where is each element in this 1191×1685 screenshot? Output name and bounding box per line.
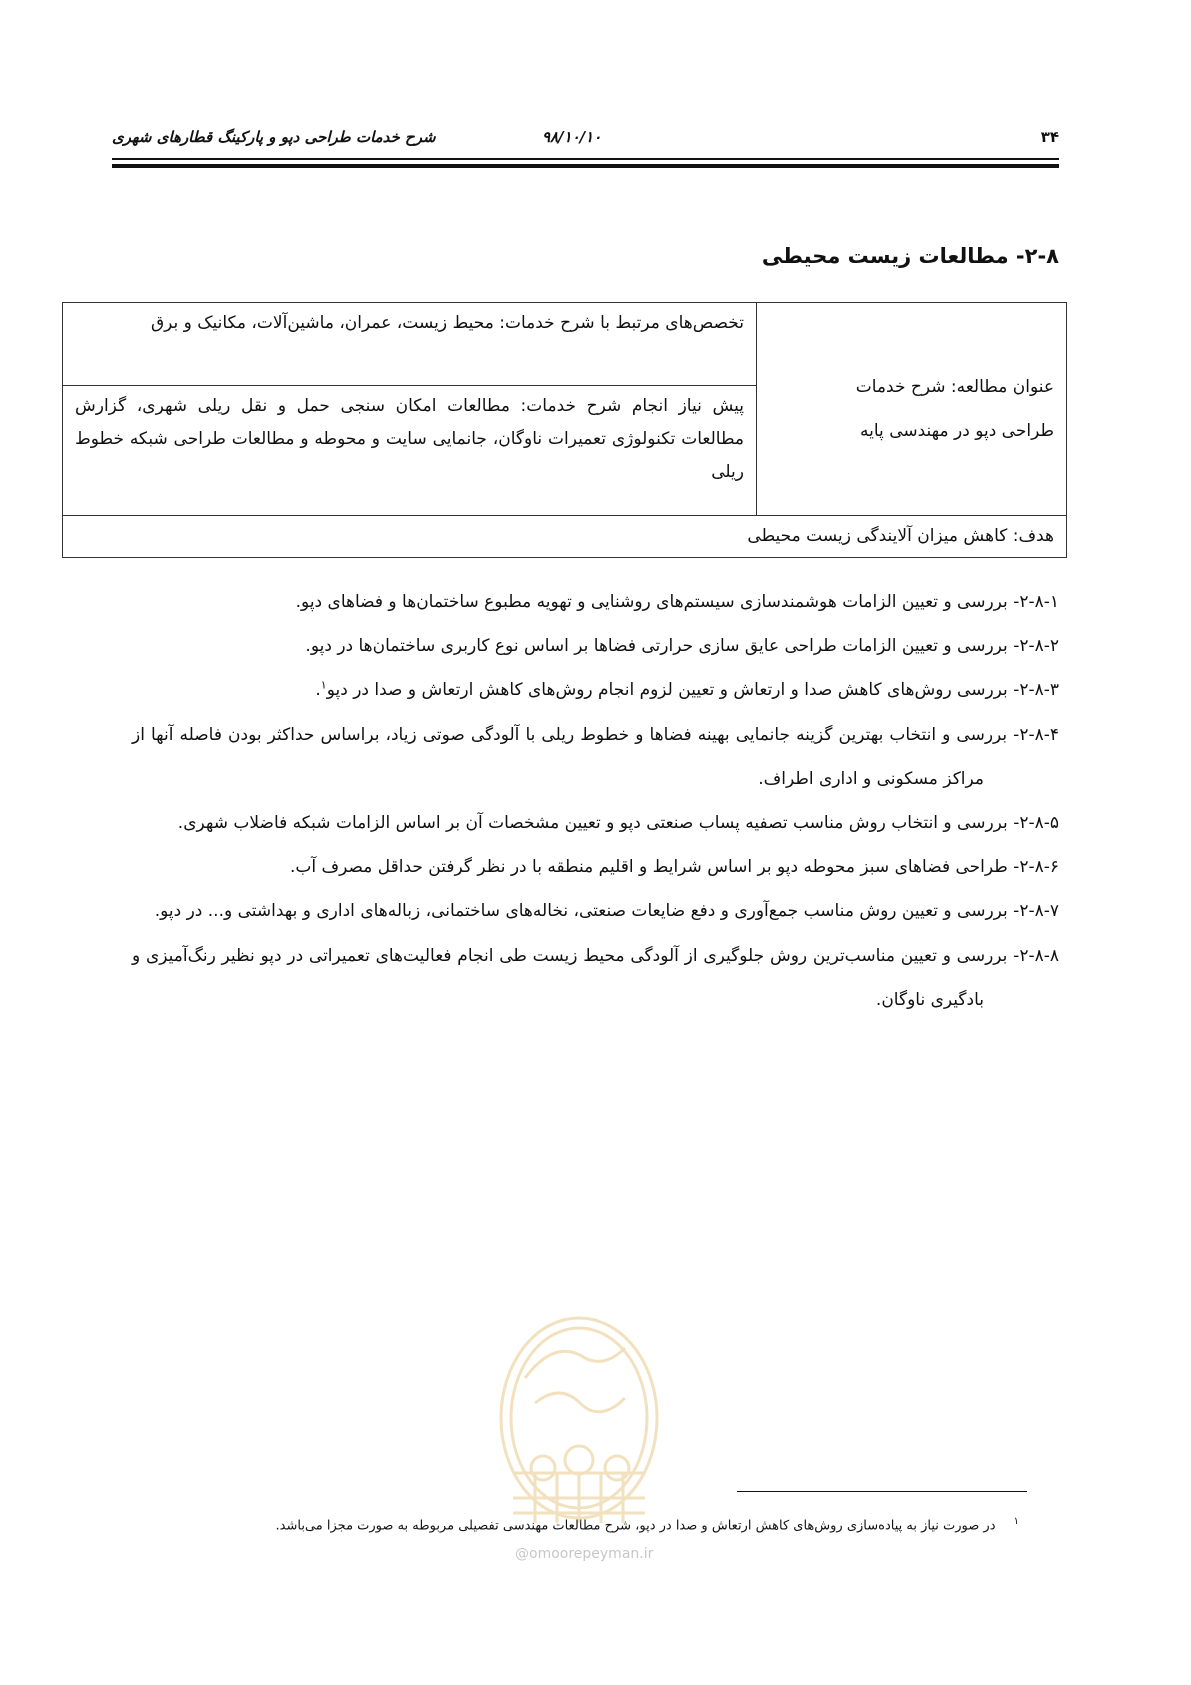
- prerequisites-cell: پیش نیاز انجام شرح خدمات: مطالعات امکان سنجی حمل و نقل ریلی شهری، گزارش مطالعات تکنولوژی تعمیرات ناوگان، جانمایی سایت و محوطه و مطالعات طراحی شبکه خطوط ریلی: [63, 386, 757, 516]
- header-date: ۹۸/۱۰/۱۰: [542, 128, 602, 146]
- list-item: ۲-۸-۷- بررسی و تعیین روش مناسب جمع‌آوری و دفع ضایعات صنعتی، نخاله‌های ساختمانی، زباله‌های اداری و بهداشتی و... در دپو.: [154, 901, 1059, 922]
- page-number: ۳۴: [1040, 128, 1059, 146]
- study-info-table: [62, 302, 1067, 558]
- page-header: [112, 128, 1059, 154]
- footnote-separator: [737, 1491, 1027, 1492]
- list-item: ۲-۸-۴- بررسی و انتخاب بهترین گزینه جانمایی بهینه فضاها و خطوط ریلی با آلودگی صوتی زیاد، براساس حداکثر بودن فاصله آنها از مراکز مسکونی و اداری اطراف.: [132, 724, 1059, 789]
- list-item: ۲-۸-۶- طراحی فضاهای سبز محوطه دپو بر اساس شرایط و اقلیم منطقه با در نظر گرفتن حداقل مصرف آب.: [289, 857, 1059, 878]
- watermark-logo: [495, 1308, 663, 1570]
- watermark-url: @omoorepeyman.ir: [515, 1546, 654, 1562]
- list-item: ۲-۸-۱- بررسی و تعیین الزامات هوشمندسازی سیستم‌های روشنایی و تهویه مطبوع ساختمان‌ها و فضاهای دپو.: [295, 592, 1059, 612]
- list-item: ۲-۸-۲- بررسی و تعیین الزامات طراحی عایق سازی حرارتی فضاها بر اساس نوع کاربری ساختمان‌ها در دپو.: [305, 636, 1059, 657]
- footnote-number: ۱: [1013, 1516, 1019, 1527]
- header-rule-thick: [112, 164, 1059, 168]
- list-item: ۲-۸-۵- بررسی و انتخاب روش مناسب تصفیه پساب صنعتی دپو و تعیین مشخصات آن بر اساس الزامات شبکه فاضلاب شهری.: [177, 812, 1059, 833]
- footnote-text: در صورت نیاز به پیاده‌سازی روش‌های کاهش ارتعاش و صدا در دپو، شرح مطالعات مهندسی تفصیلی مربوطه به صورت مجزا می‌باشد.: [275, 1518, 996, 1534]
- study-title-cell: [757, 303, 1067, 516]
- list-item: ۲-۸-۳- بررسی روش‌های کاهش صدا و ارتعاش و تعیین لزوم انجام روش‌های کاهش ارتعاش و صدا در دپو$^۱$.: [315, 678, 1059, 701]
- study-title-line-1: عنوان مطالعه: شرح خدمات: [855, 376, 1054, 397]
- study-title-line-2: طراحی دپو در مهندسی پایه: [860, 421, 1054, 441]
- study-items-list: [132, 580, 1059, 1022]
- footnote-marker: ۱: [320, 678, 327, 692]
- goal-cell: هدف: کاهش میزان آلایندگی زیست محیطی: [63, 516, 1067, 558]
- list-item: ۲-۸-۸- بررسی و تعیین مناسب‌ترین روش جلوگیری از آلودگی محیط زیست طی انجام فعالیت‌های تعمیراتی در دپو نظیر رنگ‌آمیزی و بادگیری ناوگان.: [132, 945, 1059, 1010]
- specialties-cell: تخصص‌های مرتبط با شرح خدمات: محیط زیست، عمران، ماشین‌آلات، مکانیک و برق: [63, 303, 757, 386]
- section-heading: ۲-۸- مطالعات زیست محیطی: [761, 244, 1059, 268]
- header-rule-thin: [112, 158, 1059, 160]
- running-title: شرح خدمات طراحی دپو و پارکینگ قطارهای شهری: [112, 128, 436, 146]
